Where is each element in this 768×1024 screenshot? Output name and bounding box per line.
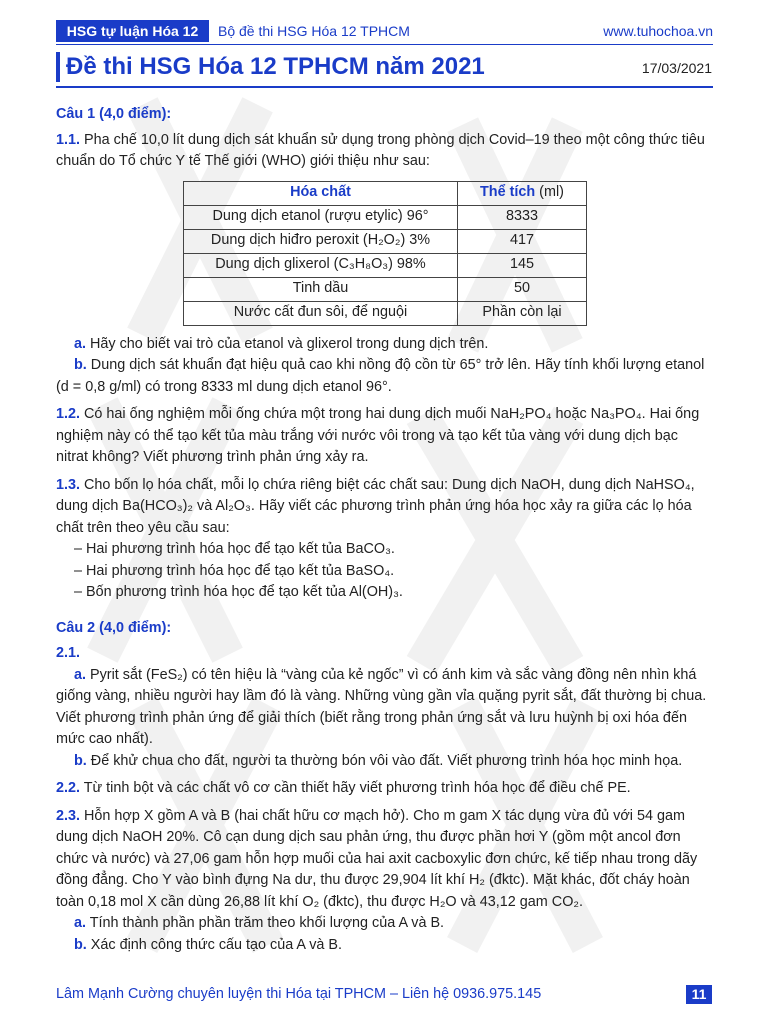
footer-text: Lâm Mạnh Cường chuyên luyện thi Hóa tại TPHCM – Liên hệ 0936.975.145 bbox=[56, 986, 542, 1002]
volume-cell: 50 bbox=[458, 277, 587, 301]
question-2-heading: Câu 2 (4,0 điểm): bbox=[56, 619, 172, 636]
title-divider bbox=[56, 86, 713, 88]
question-2-1-a bbox=[56, 665, 713, 751]
website-link[interactable]: www.tuhochoa.vn bbox=[603, 23, 713, 39]
item-text: Từ tinh bột và các chất vô cơ cần thiết hãy viết phương trình hóa học để điều chế PE. bbox=[80, 780, 631, 796]
series-title: Bộ đề thi HSG Hóa 12 TPHCM bbox=[218, 23, 410, 39]
item-number: 2.2. bbox=[56, 780, 81, 796]
column-header-volume bbox=[458, 181, 587, 205]
item-text: Pha chế 10,0 lít dung dịch sát khuẩn sử dụng trong phòng dịch Covid–19 theo một công thức tiêu chuẩn do Tổ chức Y tế Thế giới (WHO) giới thiệu như sau: bbox=[56, 131, 705, 169]
chemical-cell: Dung dịch etanol (rượu etylic) 96° bbox=[184, 205, 458, 229]
item-number: 1.3. bbox=[56, 476, 81, 493]
volume-label: Thể tích bbox=[480, 184, 536, 201]
item-number: 2.1. bbox=[56, 645, 81, 661]
sub-label: a. bbox=[74, 335, 87, 352]
exam-content bbox=[56, 100, 713, 956]
course-tag: HSG tự luận Hóa 12 bbox=[56, 20, 209, 42]
question-2-1 bbox=[56, 643, 713, 665]
question-1-heading: Câu 1 (4,0 điểm): bbox=[56, 106, 172, 122]
table-row bbox=[184, 301, 587, 325]
header-bar bbox=[56, 20, 713, 42]
chemical-cell: Dung dịch glixerol (C₃H₈O₃) 98% bbox=[184, 253, 458, 277]
sub-label: b. bbox=[74, 936, 87, 953]
chemical-cell: Dung dịch hiđro peroxit (H₂O₂) 3% bbox=[184, 229, 458, 253]
sub-text: Tính thành phần phần trăm theo khối lượng của A và B. bbox=[86, 915, 445, 931]
question-1-1-b bbox=[56, 355, 713, 398]
volume-cell: Phần còn lại bbox=[458, 301, 587, 325]
page-number: 11 bbox=[686, 985, 712, 1004]
sub-label: b. bbox=[74, 357, 87, 373]
chemical-cell: Tinh dầu bbox=[184, 277, 458, 301]
question-2-3-a bbox=[56, 913, 713, 935]
title-accent-bar bbox=[56, 52, 60, 82]
table-row bbox=[184, 229, 587, 253]
item-number: 2.3. bbox=[56, 807, 81, 824]
header-divider bbox=[56, 44, 713, 45]
question-2-3-b bbox=[56, 935, 713, 957]
sub-text: Xác định công thức cấu tạo của A và B. bbox=[86, 936, 343, 953]
sub-text: Pyrit sắt (FeS₂) có tên hiệu là “vàng của kẻ ngốc” vì có ánh kim và sắc vàng đồng nên nhìn khá giống vàng, nhiều người hay lầm đó là vàng. Những vùng gần vỉa quặng pyrit sắt, đất thường bị chua. Viết phương trình phản ứng để giải thích (biết rằng trong phản ứng sắt và lưu huỳnh bị oxi hóa đến mức cao nhất). bbox=[56, 666, 707, 747]
question-2-3 bbox=[56, 806, 713, 914]
sub-label: a. bbox=[74, 666, 87, 683]
column-header-chemical: Hóa chất bbox=[184, 181, 458, 205]
volume-cell: 417 bbox=[458, 229, 587, 253]
table-row bbox=[184, 253, 587, 277]
item-text: Hỗn hợp X gồm A và B (hai chất hữu cơ mạch hở). Cho m gam X tác dụng vừa đủ với 54 gam dung dịch NaOH 20%. Cô cạn dung dịch sau phản ứng, thu được phần hơi Y (gồm một ancol đơn chức và nước) và 27,06 gam hỗn hợp muối của hai axit cacboxylic đơn chức, kế tiếp nhau trong dãy đồng đẳng. Cho Y vào bình đựng Na dư, thu được 29,904 lít khí H₂ (đktc). Mặt khác, đốt cháy hoàn toàn 0,18 mol X cần dùng 26,88 lít khí O₂ (đktc), thu được H₂O và 43,12 gam CO₂. bbox=[56, 807, 698, 910]
question-1-2 bbox=[56, 404, 713, 469]
question-2-2 bbox=[56, 778, 713, 800]
volume-unit: (ml) bbox=[535, 184, 564, 201]
item-text: Có hai ống nghiệm mỗi ống chứa một trong hai dung dịch muối NaH₂PO₄ hoặc Na₃PO₄. Hai ống nghiệm này có thể tạo kết tủa màu trắng với nước vôi trong và tạo kết tủa vàng với dung dịch bạc nitrat không? Viết phương trình phản ứng xảy ra. bbox=[56, 406, 700, 465]
volume-cell: 8333 bbox=[458, 205, 587, 229]
table-row bbox=[184, 277, 587, 301]
requirement-3: – Bốn phương trình hóa học để tạo kết tủa Al(OH)₃. bbox=[74, 584, 403, 600]
table-row bbox=[184, 205, 587, 229]
table-header-row bbox=[184, 181, 587, 205]
sub-text: Dung dịch sát khuẩn đạt hiệu quả cao khi nồng độ cồn từ 65° trở lên. Hãy tính khối lượng etanol (d = 0,8 g/ml) có trong 8333 ml dung dịch etanol 96°. bbox=[56, 357, 705, 395]
chemical-table bbox=[183, 181, 587, 326]
requirement-2: – Hai phương trình hóa học để tạo kết tủa BaSO₄. bbox=[74, 562, 395, 579]
sub-label: b. bbox=[74, 752, 87, 769]
sub-label: a. bbox=[74, 915, 87, 931]
question-1-3 bbox=[56, 475, 713, 540]
sub-text: Để khử chua cho đất, người ta thường bón vôi vào đất. Viết phương trình hóa học minh họa. bbox=[86, 752, 683, 769]
item-number: 1.2. bbox=[56, 406, 81, 422]
item-number: 1.1. bbox=[56, 131, 81, 148]
page-title: Đề thi HSG Hóa 12 TPHCM năm 2021 bbox=[66, 53, 485, 80]
requirement-1: – Hai phương trình hóa học để tạo kết tủa BaCO₃. bbox=[74, 541, 395, 557]
chemical-cell: Nước cất đun sôi, để nguội bbox=[184, 301, 458, 325]
question-1-1-a bbox=[56, 334, 713, 356]
question-2-1-b bbox=[56, 751, 713, 773]
volume-cell: 145 bbox=[458, 253, 587, 277]
exam-date: 17/03/2021 bbox=[641, 60, 712, 76]
item-text: Cho bốn lọ hóa chất, mỗi lọ chứa riêng biệt các chất sau: Dung dịch NaOH, dung dịch NaHSO₄, dung dịch Ba(HCO₃)₂ và Al₂O₃. Hãy viết các phương trình phản ứng hóa học xảy ra giữa các lọ hóa chất trên theo yêu cầu sau: bbox=[56, 476, 695, 536]
sub-text: Hãy cho biết vai trò của etanol và glixerol trong dung dịch trên. bbox=[86, 335, 489, 352]
question-1-1 bbox=[56, 130, 713, 173]
